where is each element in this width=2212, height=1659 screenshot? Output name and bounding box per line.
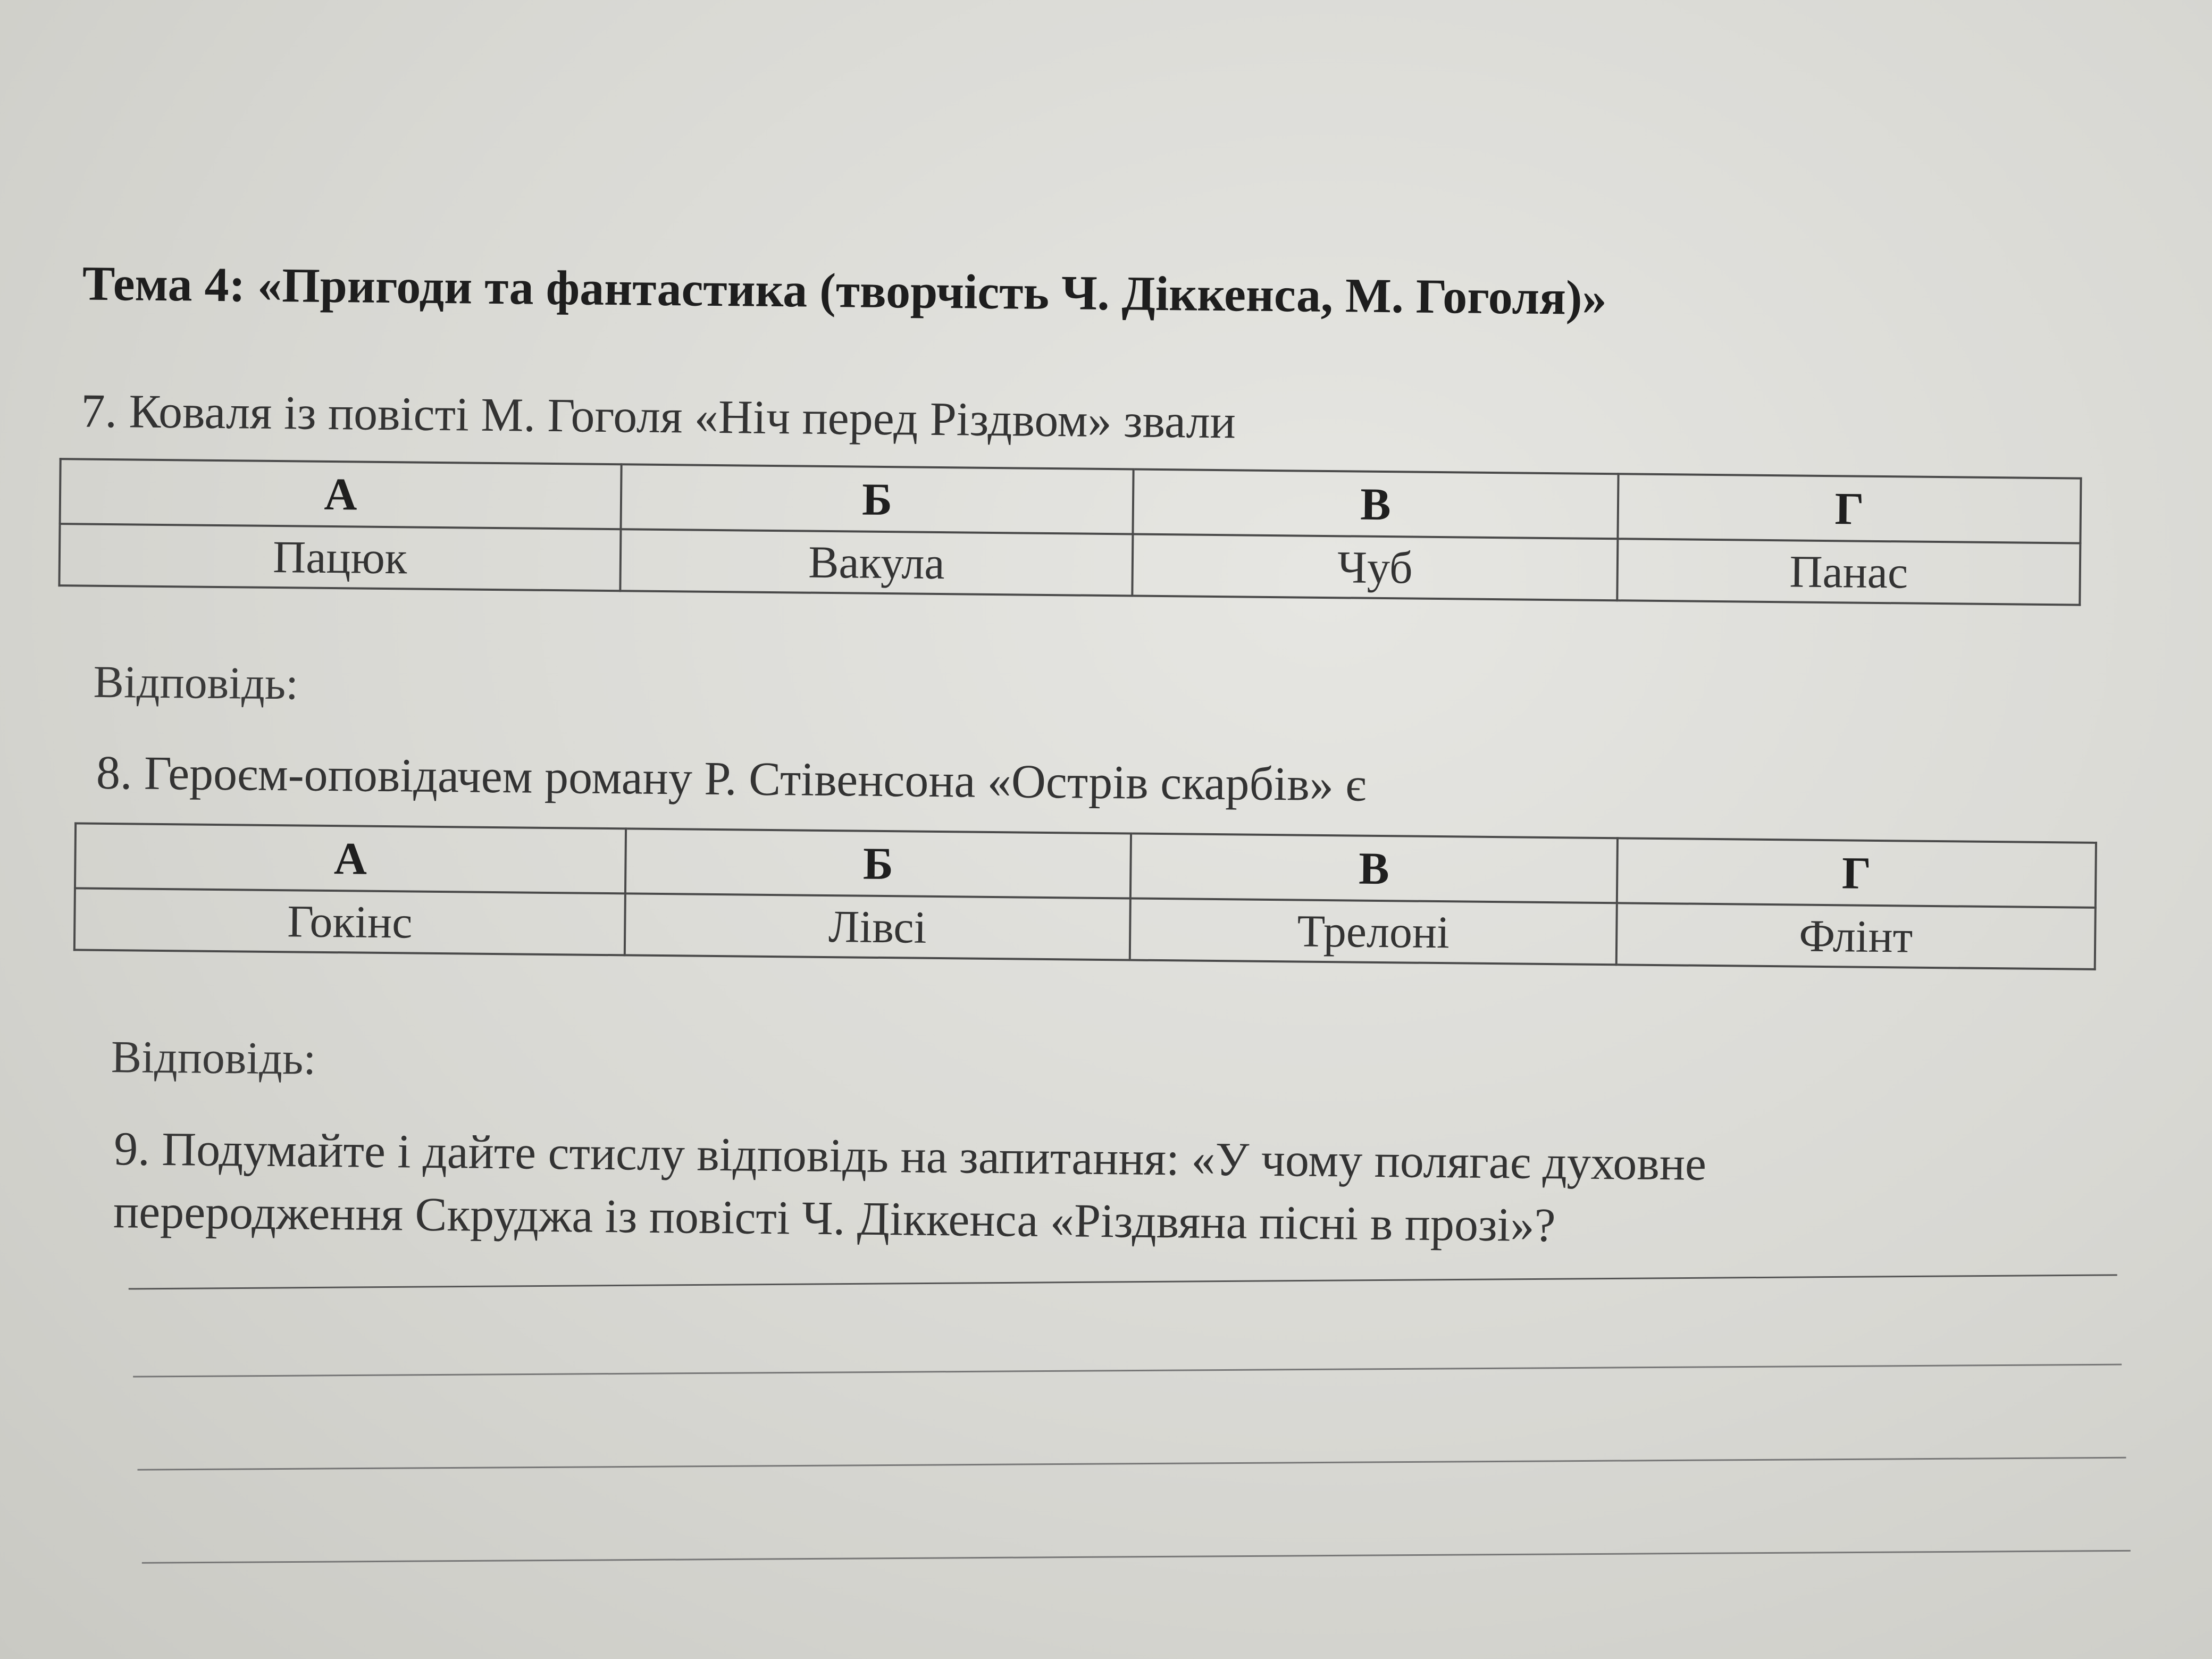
option-value: Панас (1617, 539, 2080, 605)
option-value: Трелоні (1130, 898, 1617, 965)
answer-line[interactable] (129, 1274, 2117, 1289)
question-9-text: 9. Подумайте і дайте стислу відповідь на запитання: «У чому полягає духовне переродження Скруджа із повісті Ч. Діккенса «Різдвяна пісні в прозі»? (113, 1122, 1707, 1252)
option-value: Лівсі (625, 893, 1130, 960)
option-value: Чуб (1132, 534, 1618, 600)
option-value: Вакула (620, 529, 1133, 596)
question-8-options-table (73, 822, 2097, 970)
option-letter: Г (1617, 838, 2096, 908)
question-7-answer-label: Відповідь: (93, 656, 299, 709)
answer-line[interactable] (137, 1457, 2126, 1471)
question-7-options-table (58, 458, 2082, 606)
option-value: Флінт (1616, 903, 2096, 969)
question-8-answer-label: Відповідь: (111, 1031, 316, 1084)
topic-title: Тема 4: «Пригоди та фантастика (творчість Ч. Діккенса, М. Гоголя)» (82, 256, 1607, 325)
question-8-text: 8. Героєм-оповідачем роману Р. Стівенсона «Острів скарбів» є (96, 746, 1367, 811)
option-letter: А (75, 823, 626, 893)
answer-line[interactable] (142, 1550, 2131, 1564)
option-value: Пацюк (59, 524, 621, 591)
question-7-text: 7. Коваля із повісті М. Гоголя «Ніч перед Різдвом» звали (81, 384, 1236, 449)
option-letter: В (1133, 470, 1618, 539)
option-letter: А (60, 459, 622, 529)
option-letter: В (1130, 833, 1618, 903)
option-letter: Б (621, 464, 1134, 534)
option-letter: Г (1618, 474, 2081, 543)
option-letter: Б (625, 828, 1131, 898)
option-value: Гокінс (74, 888, 625, 955)
answer-line[interactable] (133, 1364, 2122, 1378)
